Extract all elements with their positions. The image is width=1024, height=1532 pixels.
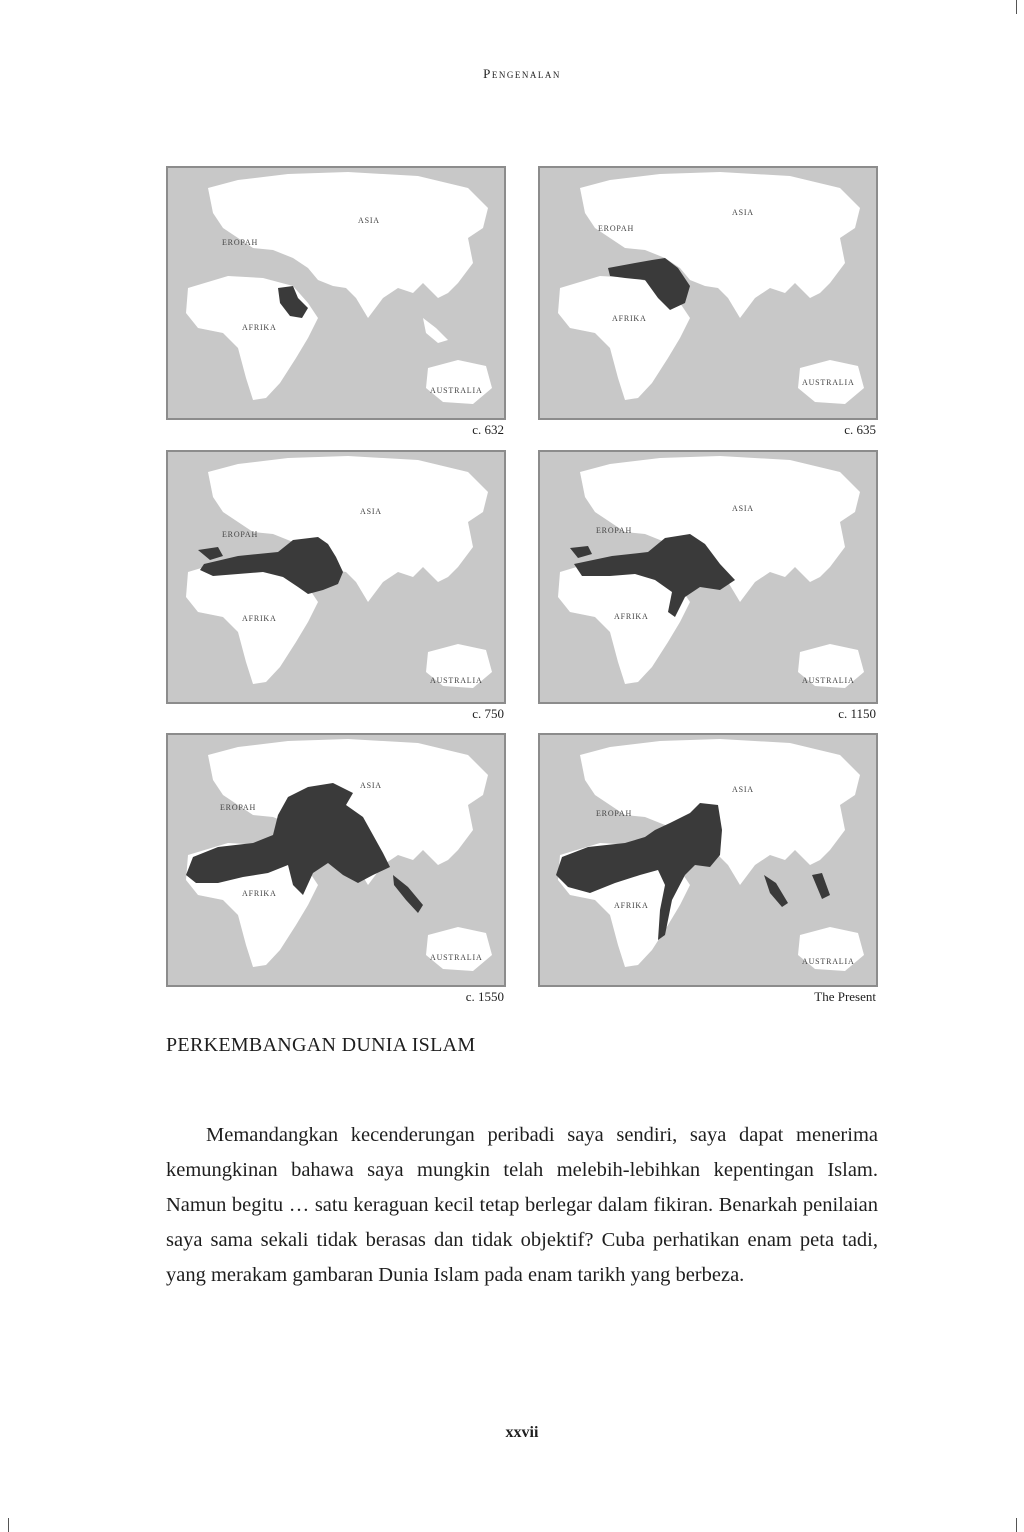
label-europe: EROPAH — [222, 238, 259, 247]
label-australia: AUSTRALIA — [430, 386, 483, 395]
world-map — [168, 735, 504, 985]
world-map — [168, 168, 504, 418]
label-asia: ASIA — [732, 208, 754, 217]
label-africa: AFRIKA — [612, 314, 647, 323]
map-caption: c. 750 — [472, 706, 504, 721]
map-figure-1550 — [166, 733, 506, 1005]
label-africa: AFRIKA — [614, 901, 649, 910]
crop-mark-bottom-right — [1016, 1518, 1017, 1532]
map-present — [538, 733, 878, 987]
map-1150 — [538, 450, 878, 704]
label-asia: ASIA — [360, 507, 382, 516]
map-figure-1150 — [538, 450, 878, 722]
label-europe: EROPAH — [596, 809, 633, 818]
section-title: PERKEMBANGAN DUNIA ISLAM — [166, 1034, 476, 1056]
label-asia: ASIA — [732, 785, 754, 794]
world-map — [540, 452, 876, 702]
label-europe: EROPAH — [596, 526, 633, 535]
map-caption: c. 635 — [844, 422, 876, 437]
map-1550 — [166, 733, 506, 987]
map-figure-750 — [166, 450, 506, 722]
label-europe: EROPAH — [598, 224, 635, 233]
label-africa: AFRIKA — [242, 614, 277, 623]
map-750 — [166, 450, 506, 704]
world-map — [540, 735, 876, 985]
label-asia: ASIA — [358, 216, 380, 225]
map-caption: c. 1150 — [838, 706, 876, 721]
map-632 — [166, 166, 506, 420]
map-figure-present — [538, 733, 878, 1005]
crop-mark-top-right — [1016, 0, 1017, 14]
label-australia: AUSTRALIA — [802, 676, 855, 685]
label-europe: EROPAH — [222, 530, 259, 539]
label-australia: AUSTRALIA — [802, 378, 855, 387]
world-map — [168, 452, 504, 702]
label-asia: ASIA — [732, 504, 754, 513]
label-europe: EROPAH — [220, 803, 257, 812]
map-caption: The Present — [814, 989, 876, 1004]
label-africa: AFRIKA — [614, 612, 649, 621]
label-australia: AUSTRALIA — [430, 953, 483, 962]
body-paragraph: Memandangkan kecenderungan peribadi saya sendiri, saya dapat menerima kemungkinan bahawa saya mungkin telah melebih-lebihkan kepentingan Islam. Namun begitu … satu keraguan kecil tetap berlegar dalam fikiran. Benarkah penilaian saya sama sekali tidak berasas dan tidak objektif? Cuba perhatikan enam peta tadi, yang merakam gambaran Dunia Islam pada enam tarikh yang berbeza. — [166, 1124, 878, 1286]
map-635 — [538, 166, 878, 420]
running-head: Pengenalan — [483, 66, 561, 81]
map-caption: c. 632 — [472, 422, 504, 437]
label-australia: AUSTRALIA — [430, 676, 483, 685]
map-figure-635 — [538, 166, 878, 438]
map-caption: c. 1550 — [465, 989, 504, 1004]
label-asia: ASIA — [360, 781, 382, 790]
page-number: xxvii — [505, 1424, 539, 1441]
map-figure-632 — [166, 166, 506, 438]
crop-mark-bottom-left — [8, 1518, 9, 1532]
label-africa: AFRIKA — [242, 889, 277, 898]
label-africa: AFRIKA — [242, 323, 277, 332]
label-australia: AUSTRALIA — [802, 957, 855, 966]
